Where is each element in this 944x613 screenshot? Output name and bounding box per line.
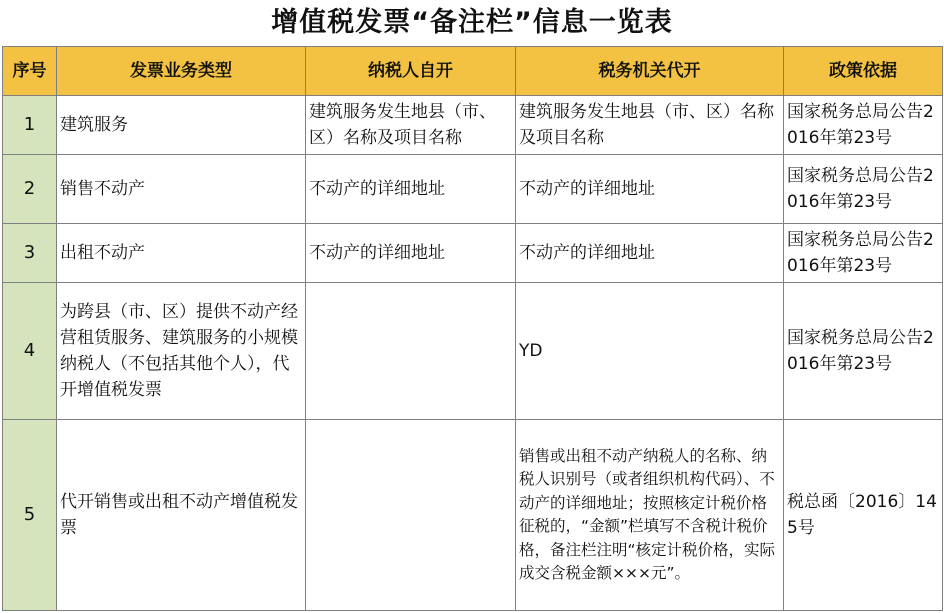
cell-index[interactable]: 5 <box>3 420 57 611</box>
cell-business-type[interactable]: 为跨县（市、区）提供不动产经营租赁服务、建筑服务的小规模纳税人（不包括其他个人），代开增值税发票 <box>57 283 306 420</box>
cell-tax-authority-issued[interactable]: 销售或出租不动产纳税人的名称、纳税人识别号（或者组织机构代码）、不动产的详细地址；按照核定计税价格征税的，“金额”栏填写不含税计税价格，备注栏注明“核定计税价格，实际成交含税金额×××元”。 <box>516 420 784 611</box>
cell-index[interactable]: 1 <box>3 96 57 155</box>
remarks-info-table <box>2 46 943 611</box>
cell-business-type[interactable]: 代开销售或出租不动产增值税发票 <box>57 420 306 611</box>
cell-self-issued[interactable] <box>306 420 516 611</box>
cell-policy-basis[interactable]: 国家税务总局公告2016年第23号 <box>784 96 943 155</box>
cell-policy-basis[interactable]: 税总函〔2016〕145号 <box>784 420 943 611</box>
cell-self-issued[interactable]: 建筑服务发生地县（市、区）名称及项目名称 <box>306 96 516 155</box>
header-policy-basis[interactable]: 政策依据 <box>784 47 943 96</box>
cell-tax-authority-issued[interactable]: 不动产的详细地址 <box>516 224 784 283</box>
cell-business-type[interactable]: 销售不动产 <box>57 155 306 224</box>
cell-index[interactable]: 2 <box>3 155 57 224</box>
table-row <box>3 96 943 155</box>
cell-index[interactable]: 3 <box>3 224 57 283</box>
table-title: 增值税发票“备注栏”信息一览表 <box>271 7 673 38</box>
header-index[interactable]: 序号 <box>3 47 57 96</box>
cell-policy-basis[interactable]: 国家税务总局公告2016年第23号 <box>784 283 943 420</box>
cell-business-type[interactable]: 建筑服务 <box>57 96 306 155</box>
table-row <box>3 224 943 283</box>
header-business-type[interactable]: 发票业务类型 <box>57 47 306 96</box>
cell-self-issued[interactable]: 不动产的详细地址 <box>306 224 516 283</box>
table-row <box>3 155 943 224</box>
header-row <box>3 47 943 96</box>
header-tax-authority-issued[interactable]: 税务机关代开 <box>516 47 784 96</box>
cell-policy-basis[interactable]: 国家税务总局公告2016年第23号 <box>784 155 943 224</box>
cell-policy-basis[interactable]: 国家税务总局公告2016年第23号 <box>784 224 943 283</box>
cell-tax-authority-issued[interactable]: 不动产的详细地址 <box>516 155 784 224</box>
table-row <box>3 420 943 611</box>
header-self-issued[interactable]: 纳税人自开 <box>306 47 516 96</box>
cell-business-type[interactable]: 出租不动产 <box>57 224 306 283</box>
cell-self-issued[interactable]: 不动产的详细地址 <box>306 155 516 224</box>
table-row <box>3 283 943 420</box>
cell-tax-authority-issued[interactable]: YD <box>516 283 784 420</box>
cell-tax-authority-issued[interactable]: 建筑服务发生地县（市、区）名称及项目名称 <box>516 96 784 155</box>
cell-self-issued[interactable] <box>306 283 516 420</box>
cell-index[interactable]: 4 <box>3 283 57 420</box>
